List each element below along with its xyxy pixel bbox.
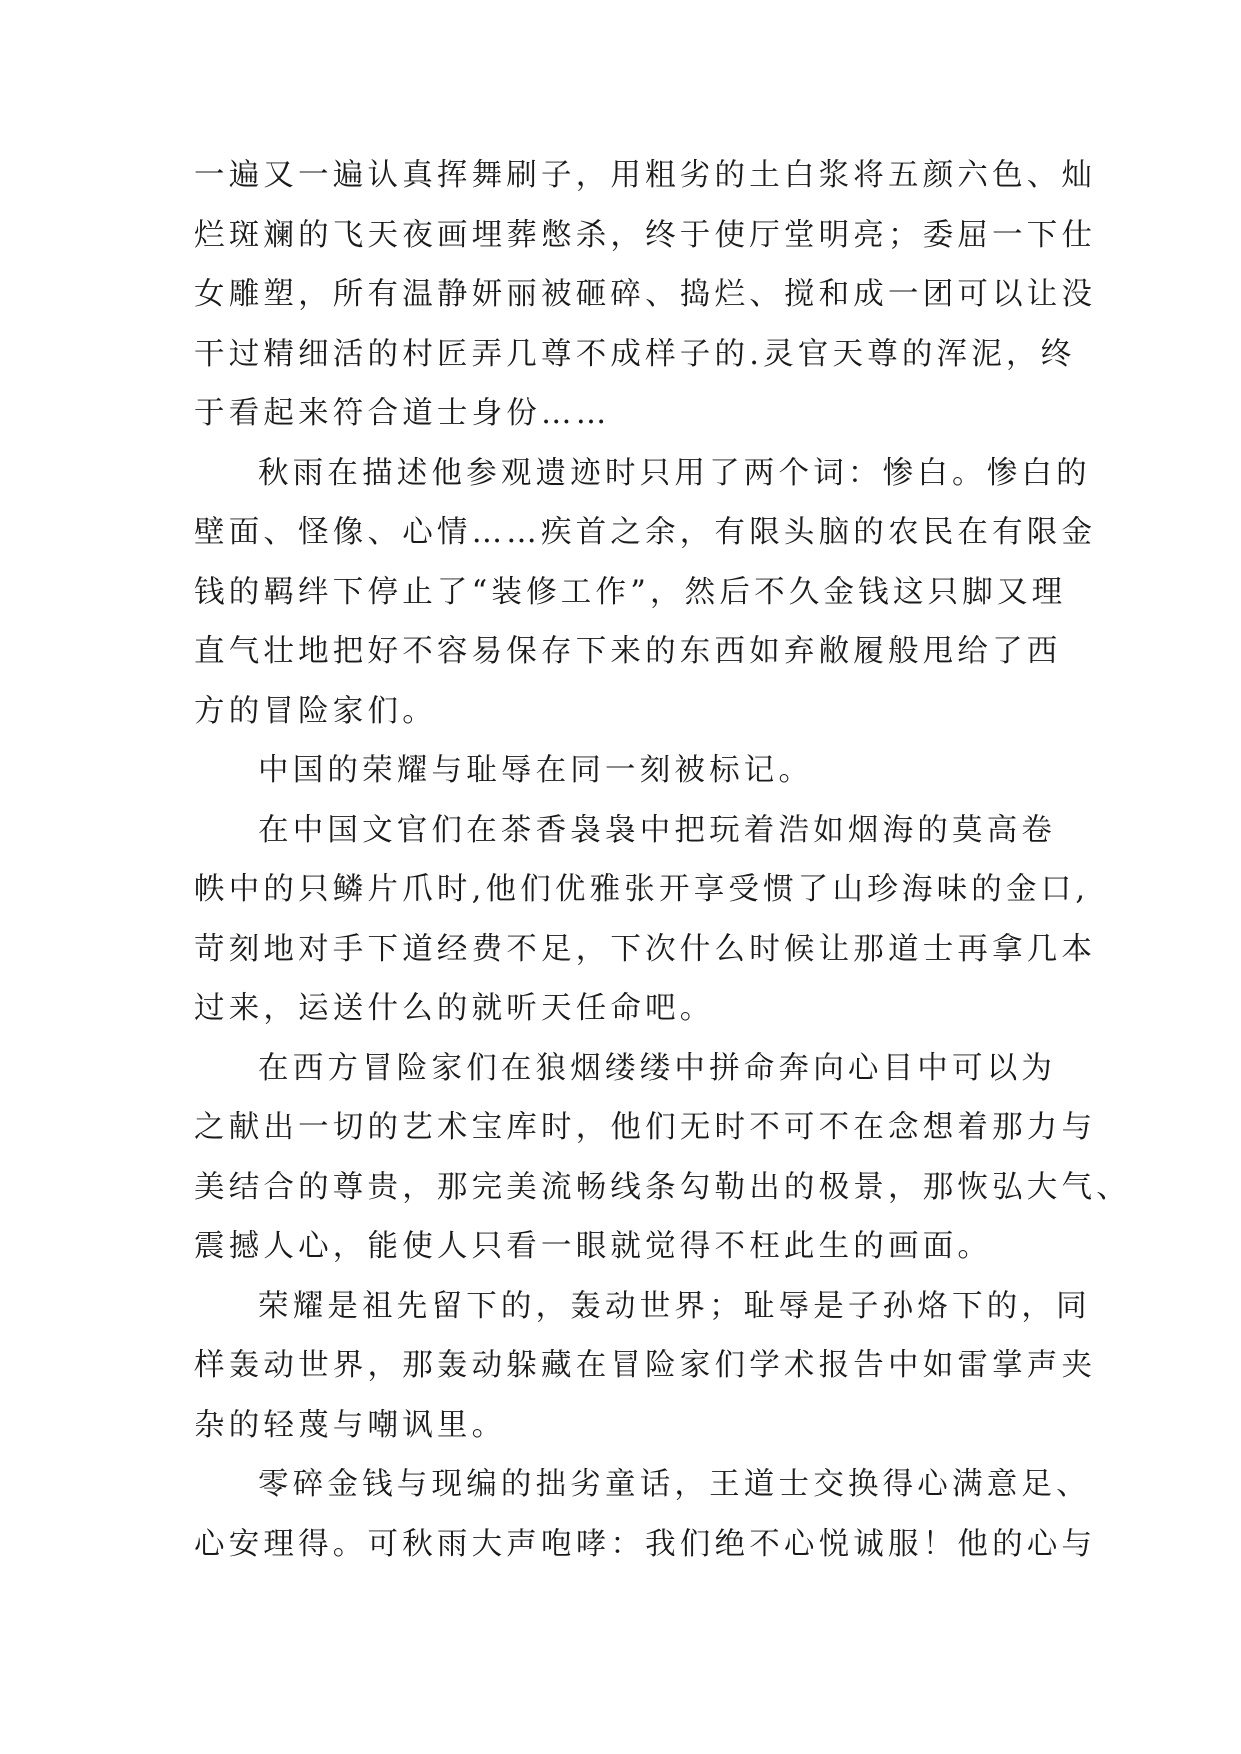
text-line: 样轰动世界，那轰动躲藏在冒险家们学术报告中如雷掌声夹 (194, 1348, 1097, 1383)
text-line: 女雕塑，所有温静妍丽被砸碎、捣烂、搅和成一团可以让没 (194, 277, 1097, 312)
text-line: 方的冒险家们。 (194, 693, 437, 729)
text-line: 心安理得。可秋雨大声咆哮：我们绝不心悦诚服！他的心与 (194, 1526, 1097, 1562)
text-line: 震撼人心，能使人只看一眼就觉得不枉此生的画面。 (194, 1229, 993, 1264)
text-line: 过来，运送什么的就听天任命吧。 (194, 991, 715, 1026)
text-line: 一遍又一遍认真挥舞刷子，用粗劣的土白浆将五颜六色、灿 (194, 158, 1097, 193)
text-line: 干过精细活的村匠弄几尊不成样子的.灵官天尊的浑泥，终 (194, 336, 1076, 372)
text-line: 壁面、怪像、心情……疾首之余，有限头脑的农民在有限金 (194, 515, 1097, 550)
text-line: 苛刻地对手下道经费不足，下次什么时候让那道士再拿几本 (194, 931, 1097, 967)
text-line: 烂斑斓的飞天夜画埋葬憋杀，终于使厅堂明亮；委屈一下仕 (194, 217, 1097, 253)
text-line: 中国的荣耀与耻辱在同一刻被标记。 (258, 753, 814, 788)
text-line: 直气壮地把好不容易保存下来的东西如弃敝履般甩给了西 (194, 634, 1062, 669)
text-line: 在中国文官们在茶香袅袅中把玩着浩如烟海的莫高卷 (258, 812, 1057, 848)
text-line: 在西方冒险家们在狼烟缕缕中拼命奔向心目中可以为 (258, 1050, 1057, 1086)
text-line: 帙中的只鳞片爪时,他们优雅张开享受惯了山珍海味的金口, (194, 872, 1090, 907)
body-text (194, 146, 1131, 1574)
text-line: 钱的羁绊下停止了“装修工作”，然后不久金钱这只脚又理 (194, 574, 1067, 610)
text-line: 荣耀是祖先留下的，轰动世界；耻辱是子孙烙下的，同 (258, 1288, 1091, 1324)
text-line: 秋雨在描述他参观遗迹时只用了两个词：惨白。惨白的 (258, 455, 1091, 491)
text-line: 杂的轻蔑与嘲讽里。 (194, 1407, 507, 1443)
text-line: 于看起来符合道士身份…… (194, 396, 611, 431)
text-line: 之献出一切的艺术宝库时，他们无时不可不在念想着那力与 (194, 1110, 1097, 1145)
text-line: 零碎金钱与现编的拙劣童话，王道士交换得心满意足、 (258, 1467, 1091, 1502)
text-line: 美结合的尊贵，那完美流畅线条勾勒出的极景，那恢弘大气、 (194, 1169, 1131, 1205)
